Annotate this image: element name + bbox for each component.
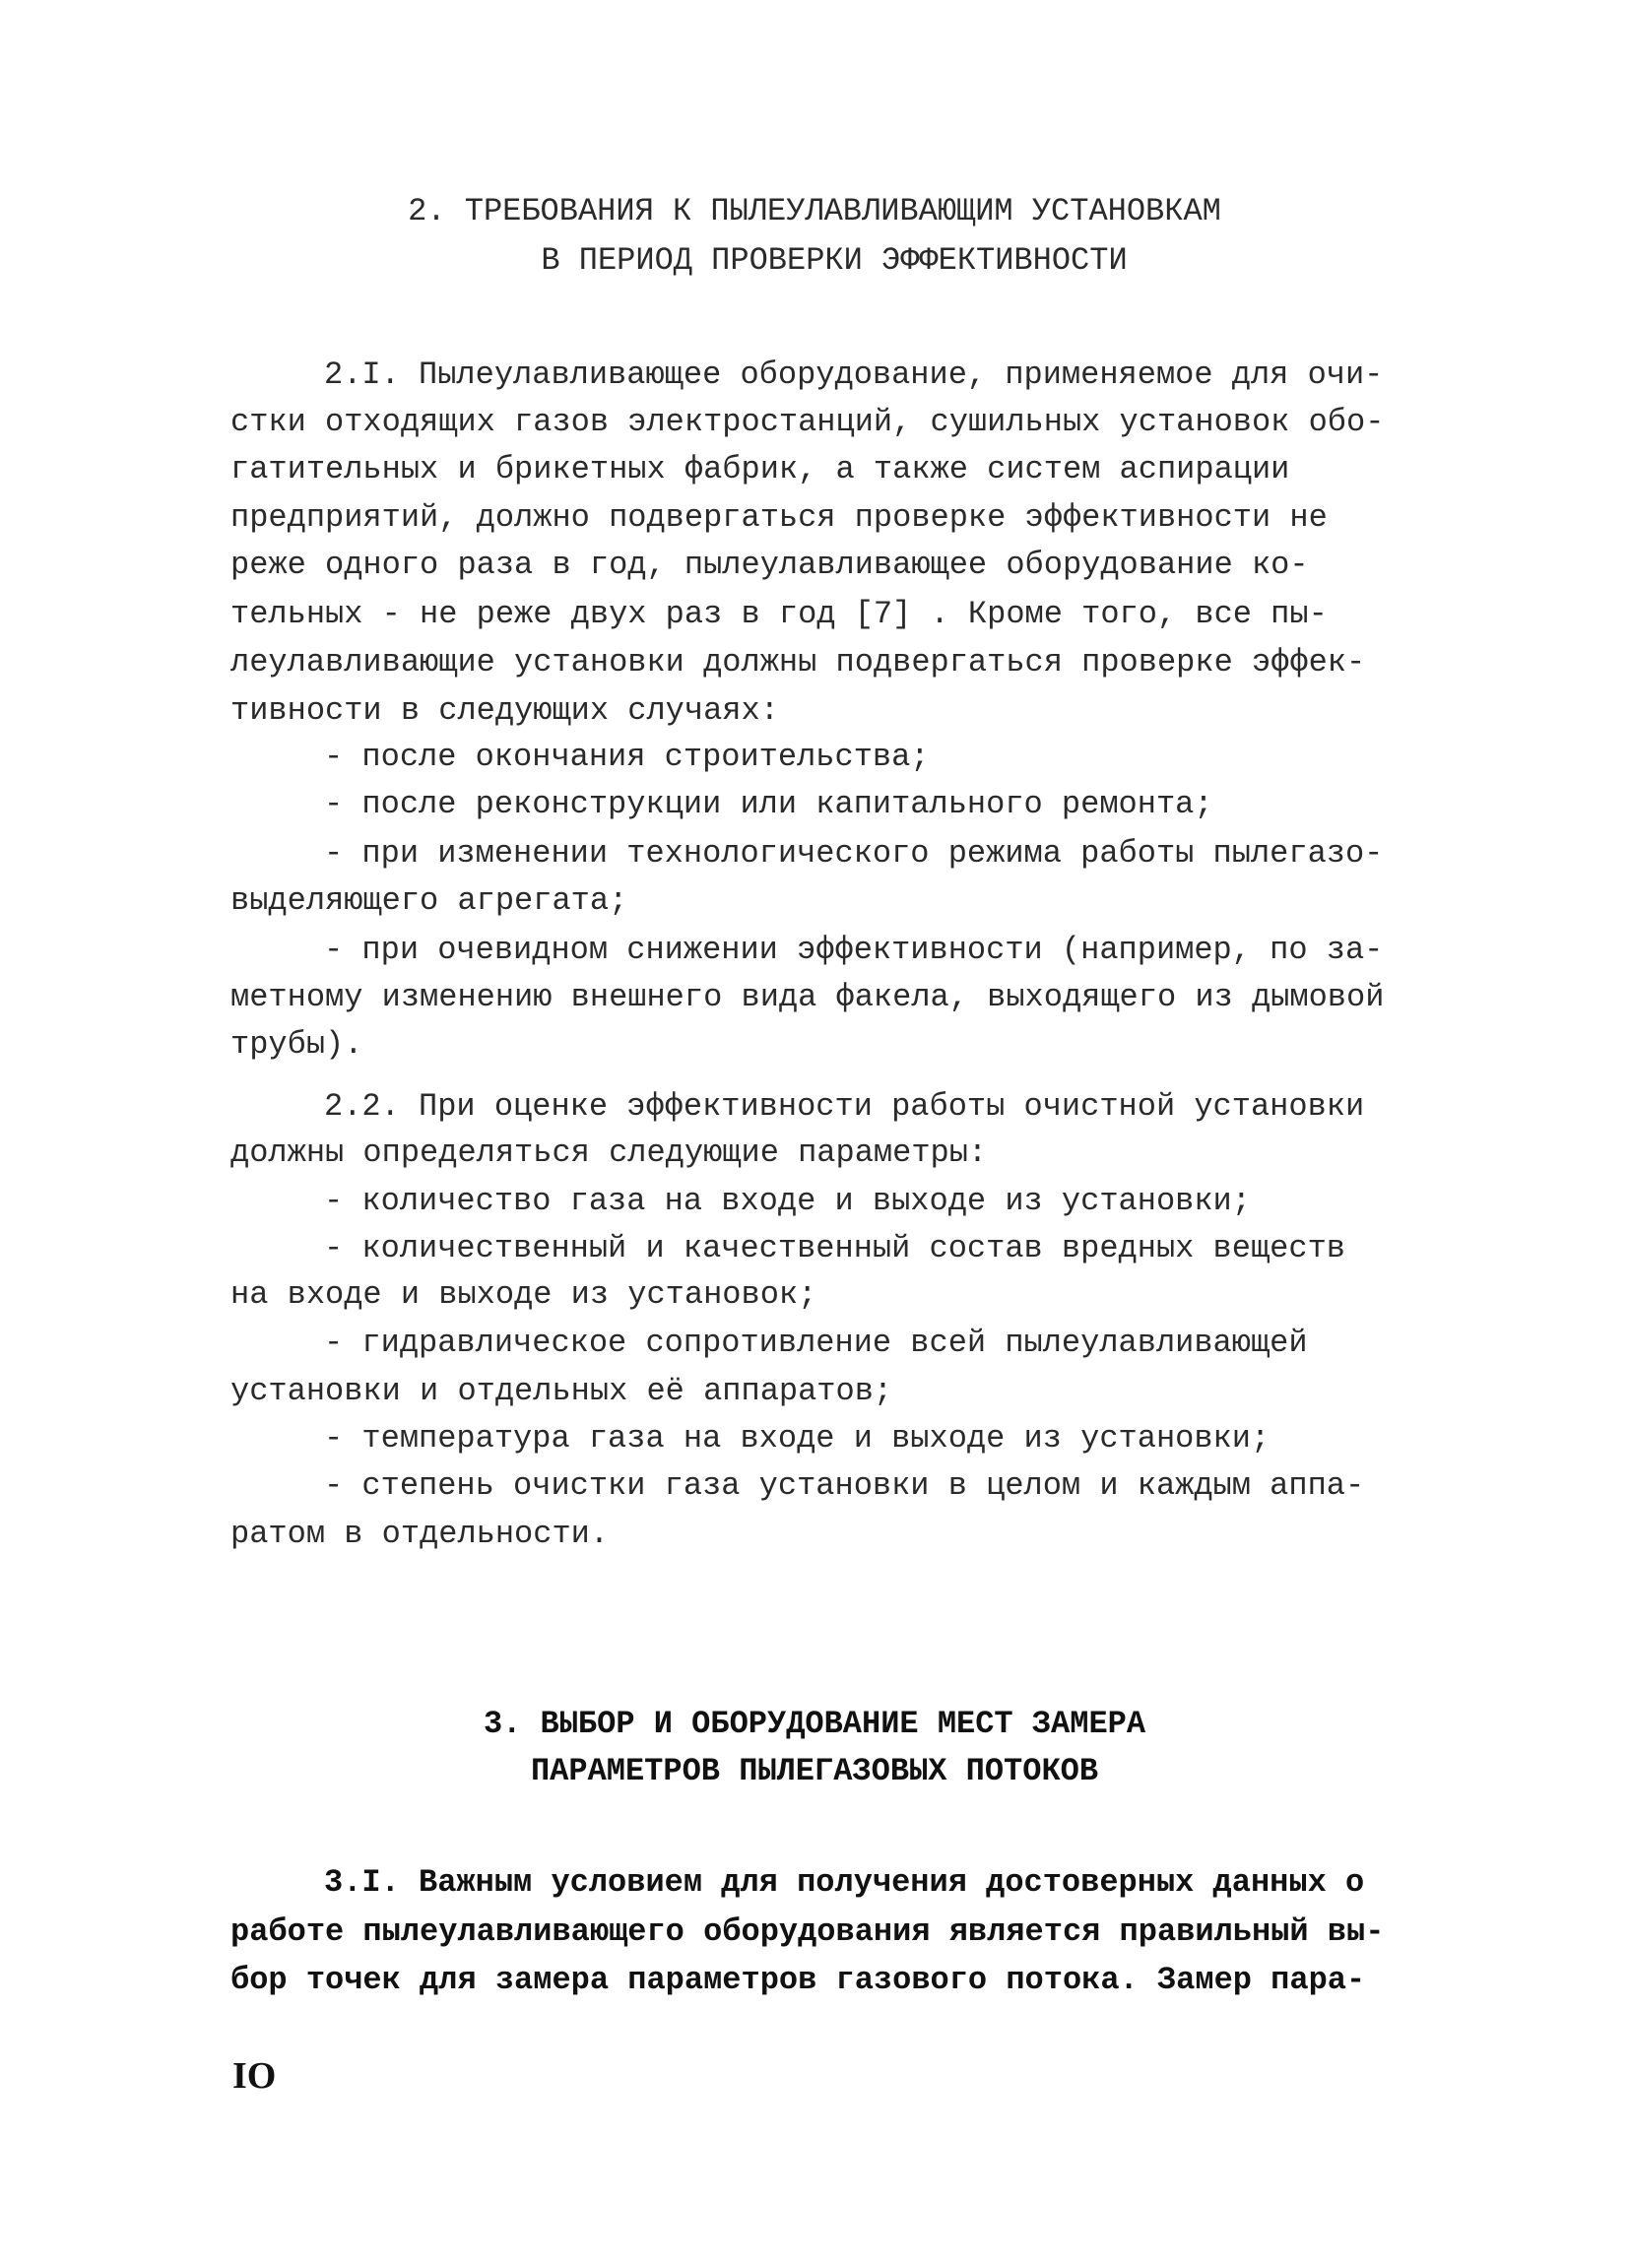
list-item: - количественный и качественный состав вредных веществ [324,1230,1345,1266]
text-line: ратом в отдельности. [230,1516,610,1552]
text-line: тельных - не реже двух раз в год [7] . Кроме того, все пы- [230,596,1328,632]
text-line: на входе и выходе из установок; [230,1276,817,1313]
text-line: должны определяться следующие параметры: [230,1134,988,1171]
list-item: - после реконструкции или капитального ремонта; [324,786,1213,822]
text-line: стки отходящих газов электростанций, сушильных установок обо- [230,404,1385,440]
text-line: тивности в следующих случаях: [230,692,779,729]
text-line: метному изменению внешнего вида факела, выходящего из дымовой [230,979,1385,1015]
text-line: работе пылеулавливающего оборудования является правильный вы- [230,1913,1385,1950]
list-item: - степень очистки газа установки в целом и каждым аппа- [324,1467,1365,1504]
text-line: выделяющего агрегата; [230,882,628,919]
page-number: IO [232,2055,277,2097]
list-item: - температура газа на входе и выходе из установки; [324,1420,1271,1457]
list-item: - при изменении технологического режима работы пылегазо- [324,835,1384,872]
heading-line: В ПЕРИОД ПРОВЕРКИ ЭФФЕКТИВНОСТИ [541,242,1128,279]
text-line: трубы). [230,1026,363,1063]
list-item: - количество газа на входе и выходе из установки; [324,1183,1251,1219]
text-line: реже одного раза в год, пылеулавливающее оборудование ко- [230,547,1309,583]
text-line: гатительных и брикетных фабрик, а также систем аспирации [230,451,1290,487]
text-line: предприятий, должно подвергаться проверке эффективности не [230,499,1328,536]
text-line: 2.2. При оценке эффективности работы очистной установки [324,1088,1365,1125]
list-item: - гидравлическое сопротивление всей пылеулавливающей [324,1325,1308,1361]
text-line: 2.I. Пылеулавливающее оборудование, применяемое для очи- [324,356,1384,393]
text-line: установки и отдельных её аппаратов; [230,1373,893,1409]
heading-line: 2. ТРЕБОВАНИЯ К ПЫЛЕУЛАВЛИВАЮЩИМ УСТАНОВКАМ [408,193,1221,229]
heading-line: 3. ВЫБОР И ОБОРУДОВАНИЕ МЕСТ ЗАМЕРА [483,1706,1146,1742]
heading-line: ПАРАМЕТРОВ ПЫЛЕГАЗОВЫХ ПОТОКОВ [530,1753,1099,1789]
text-line: 3.I. Важным условием для получения достоверных данных о [324,1864,1365,1901]
text-line: бор точек для замера параметров газового потока. Замер пара- [230,1962,1366,1998]
list-item: - после окончания строительства; [324,739,930,775]
list-item: - при очевидном снижении эффективности (например, по за- [324,932,1384,968]
text-line: леулавливающие установки должны подвергаться проверке эффек- [230,644,1366,680]
